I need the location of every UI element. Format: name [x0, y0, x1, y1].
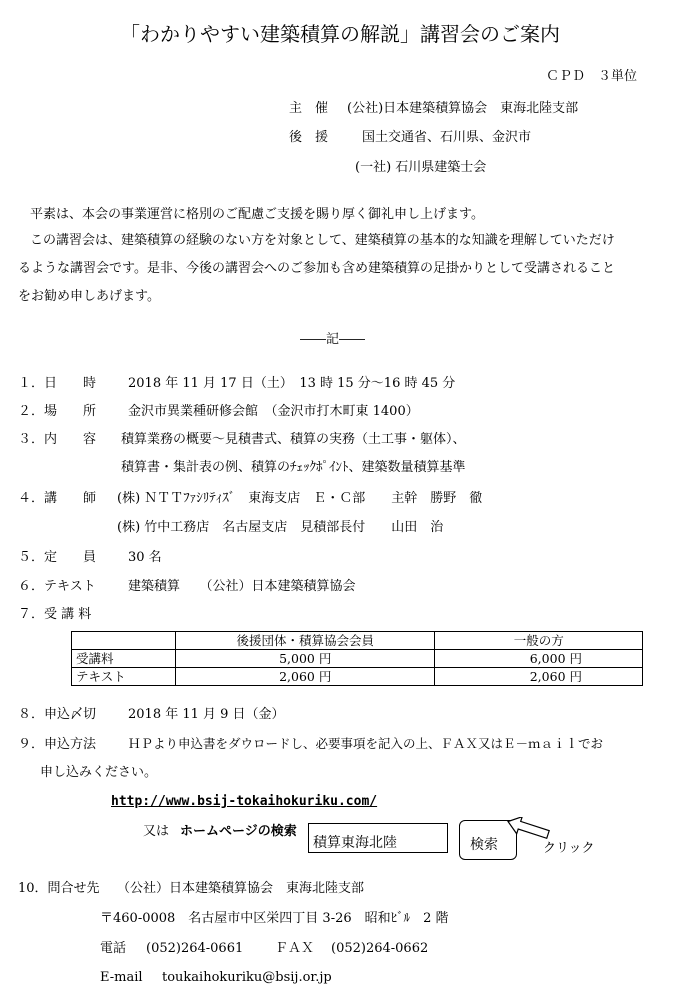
fee-table — [71, 631, 643, 686]
fax-value: (052)264-0662 — [331, 941, 429, 956]
capacity-value: 30 名 — [128, 550, 162, 565]
table-header: 後援団体・積算協会会員 — [176, 632, 435, 650]
support-1: 国土交通省、石川県、金沢市 — [362, 130, 532, 145]
lecturer-2: (株) 竹中工務店 名古屋支店 見積部長付 山田 治 — [117, 520, 444, 535]
apply-value-2: 申し込みください。 — [40, 765, 158, 780]
sponsor-label: 主 催 — [289, 101, 329, 116]
text-value: 建築積算 （公社）日本建築積算協会 — [128, 579, 356, 594]
intro-line: 平素は、本会の事業運営に格別のご配慮ご支援を賜り厚く御礼申し上げます。 — [30, 207, 484, 222]
table-cell: テキスト — [72, 668, 176, 686]
search-query: 積算東海北陸 — [313, 835, 397, 851]
search-prefix: 又は — [143, 824, 170, 839]
apply-label: ９．申込方法 — [18, 737, 97, 752]
email-value: toukaihokuriku@bsij.or.jp — [162, 970, 332, 985]
lecturer-label: ４．講 師 — [18, 491, 97, 506]
content-value-2: 積算書・集計表の例、積算のﾁｪｯｸﾎﾟｲﾝﾄ、建築数量積算基準 — [121, 460, 466, 475]
page-title: 「わかりやすい建築積算の解説」講習会のご案内 — [120, 22, 560, 46]
contact-org: （公社）日本建築積算協会 東海北陸支部 — [117, 881, 365, 896]
table-cell: 2,060 円 — [435, 668, 643, 686]
search-label: ホームページの検索 — [180, 824, 297, 839]
click-hint: クリック — [543, 841, 595, 856]
table-row — [72, 650, 643, 668]
date-value: 2018 年 11 月 17 日（土） 13 時 15 分～16 時 45 分 — [128, 376, 456, 391]
tel-label: 電話 — [100, 941, 127, 956]
place-value: 金沢市異業種研修会館 （金沢市打木町東 1400） — [128, 404, 419, 419]
fee-label: ７．受 講 料 — [18, 607, 92, 622]
cpd-units: ＣＰＤ ３単位 — [546, 69, 638, 84]
apply-value-1: ＨＰより申込書をダウロードし、必要事項を記入の上、ＦＡＸ又はＥ－ｍａｉｌでお — [128, 736, 604, 751]
table-cell — [72, 632, 176, 650]
deadline-value: 2018 年 11 月 9 日（金） — [128, 707, 285, 722]
content-value-1: 積算業務の概要～見積書式、積算の実務（土工事・躯体）、 — [121, 432, 466, 447]
table-header: 一般の方 — [435, 632, 643, 650]
text-label: ６．テキスト — [18, 579, 96, 594]
search-button-label: 検索 — [470, 837, 498, 853]
search-input[interactable] — [308, 823, 448, 853]
content-label: ３．内 容 — [18, 432, 97, 447]
table-cell: 2,060 円 — [176, 668, 435, 686]
lecturer-1: (株) ＮＴＴﾌｧｼﾘﾃｨｽﾞ 東海支店 Ｅ・Ｃ部 主幹 勝野 徹 — [117, 491, 483, 506]
date-label: １．日 時 — [18, 376, 97, 391]
intro-line: をお勧め申しあげます。 — [18, 289, 160, 304]
table-row — [72, 668, 643, 686]
intro-line: るような講習会です。是非、今後の講習会へのご参加も含め建築積算の足掛かりとして受講されること — [18, 261, 615, 276]
table-row — [72, 632, 643, 650]
contact-label: 10．問合せ先 — [18, 881, 100, 896]
support-2: (一社) 石川県建築士会 — [355, 160, 487, 175]
table-cell: 受講料 — [72, 650, 176, 668]
sponsor: (公社)日本建築積算協会 東海北陸支部 — [347, 101, 579, 116]
fax-label: ＦＡＸ — [275, 941, 315, 956]
place-label: ２．場 所 — [18, 404, 97, 419]
tel-value: (052)264-0661 — [146, 941, 244, 956]
ki-heading: ――記―― — [300, 332, 366, 347]
intro-line: この講習会は、建築積算の経験のない方を対象として、建築積算の基本的な知識を理解していただけ — [30, 233, 615, 248]
email-label: E-mail — [100, 970, 143, 985]
support-label: 後 援 — [289, 130, 329, 145]
table-cell: 6,000 円 — [435, 650, 643, 668]
deadline-label: ８．申込〆切 — [18, 707, 97, 722]
table-cell: 5,000 円 — [176, 650, 435, 668]
capacity-label: ５．定 員 — [18, 550, 97, 565]
contact-address: 〒460-0008 名古屋市中区栄四丁目 3-26 昭和ﾋﾞﾙ 2 階 — [100, 911, 449, 926]
website-link[interactable]: http://www.bsij-tokaihokuriku.com/ — [111, 794, 378, 809]
